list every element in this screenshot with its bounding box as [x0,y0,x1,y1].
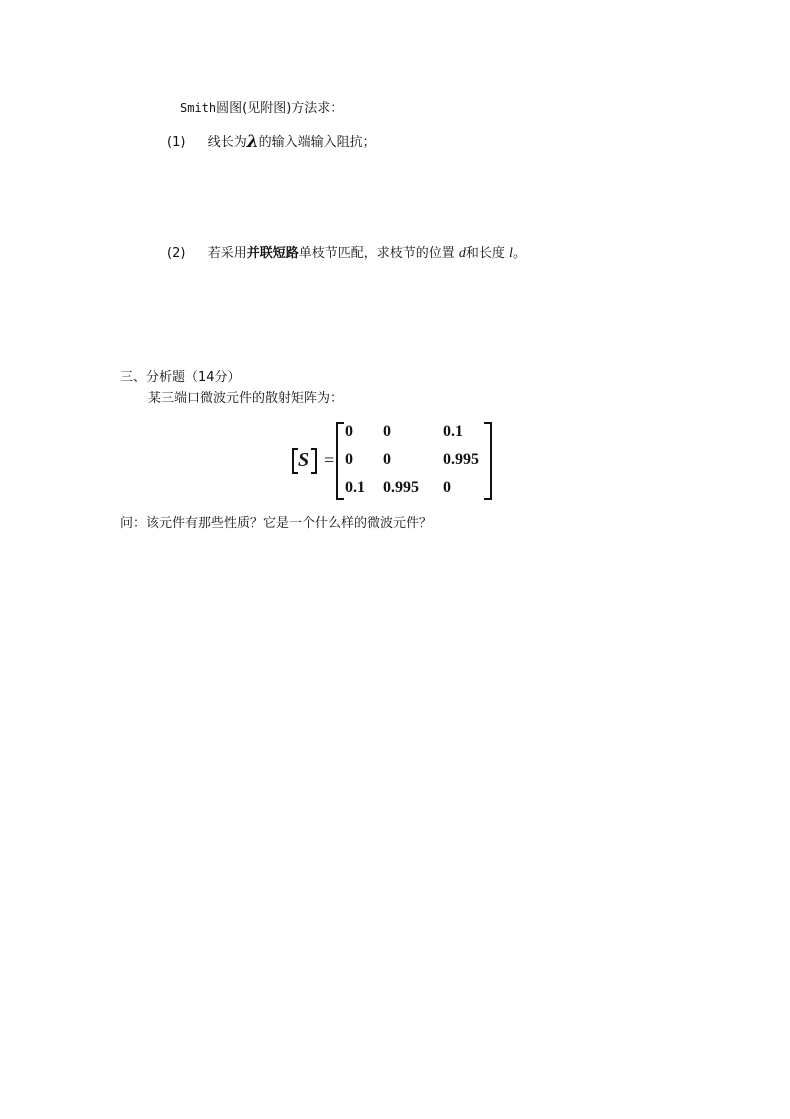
matrix-cell: 0 [345,423,353,440]
matrix-bracket-left [336,422,344,500]
equals-sign: = [324,450,335,470]
matrix-cell: 0.995 [443,451,479,468]
intro-smith: Smith [180,101,217,115]
question-2-and: 和长度 [465,246,505,261]
lambda-symbol: λ [246,132,259,152]
scattering-matrix [292,420,502,500]
matrix-cell: 0 [443,479,451,496]
matrix-cell: 0.995 [383,479,419,496]
matrix-cell: 0 [345,451,353,468]
section-3-heading [120,370,241,386]
question-2-pre: 若采用 [207,246,247,261]
intro-text: 圆图(见附图)方法求： [216,101,344,116]
section-3-question: 问：该元件有那些性质？它是一个什么样的微波元件？ [120,516,433,531]
question-2 [167,246,526,262]
question-2-number: (2) [167,246,186,261]
question-1 [167,134,376,151]
question-2-end: 。 [512,246,526,261]
question-2-mid: 单枝节匹配，求枝节的位置 [298,246,455,261]
matrix-cell: 0.1 [345,479,365,496]
matrix-cell: 0 [383,423,391,440]
symbol-bracket-right [311,448,317,474]
matrix-cell: 0.1 [443,423,463,440]
intro-line [180,100,343,117]
symbol-l: l [509,246,513,261]
section-3-title: 三、分析题 [120,370,186,385]
matrix-symbol-letter: S [298,449,310,471]
question-1-post: 的输入端输入阻抗； [258,135,376,150]
question-2-bold: 并联短路 [246,246,299,261]
question-1-number: (1) [167,135,186,150]
section-3-description: 某三端口微波元件的散射矩阵为： [148,391,344,406]
section-3-points: （14分） [185,370,241,385]
question-1-pre: 线长为 [207,135,247,150]
matrix-cell: 0 [383,451,391,468]
matrix-bracket-right [484,422,492,500]
symbol-d: d [458,246,466,261]
